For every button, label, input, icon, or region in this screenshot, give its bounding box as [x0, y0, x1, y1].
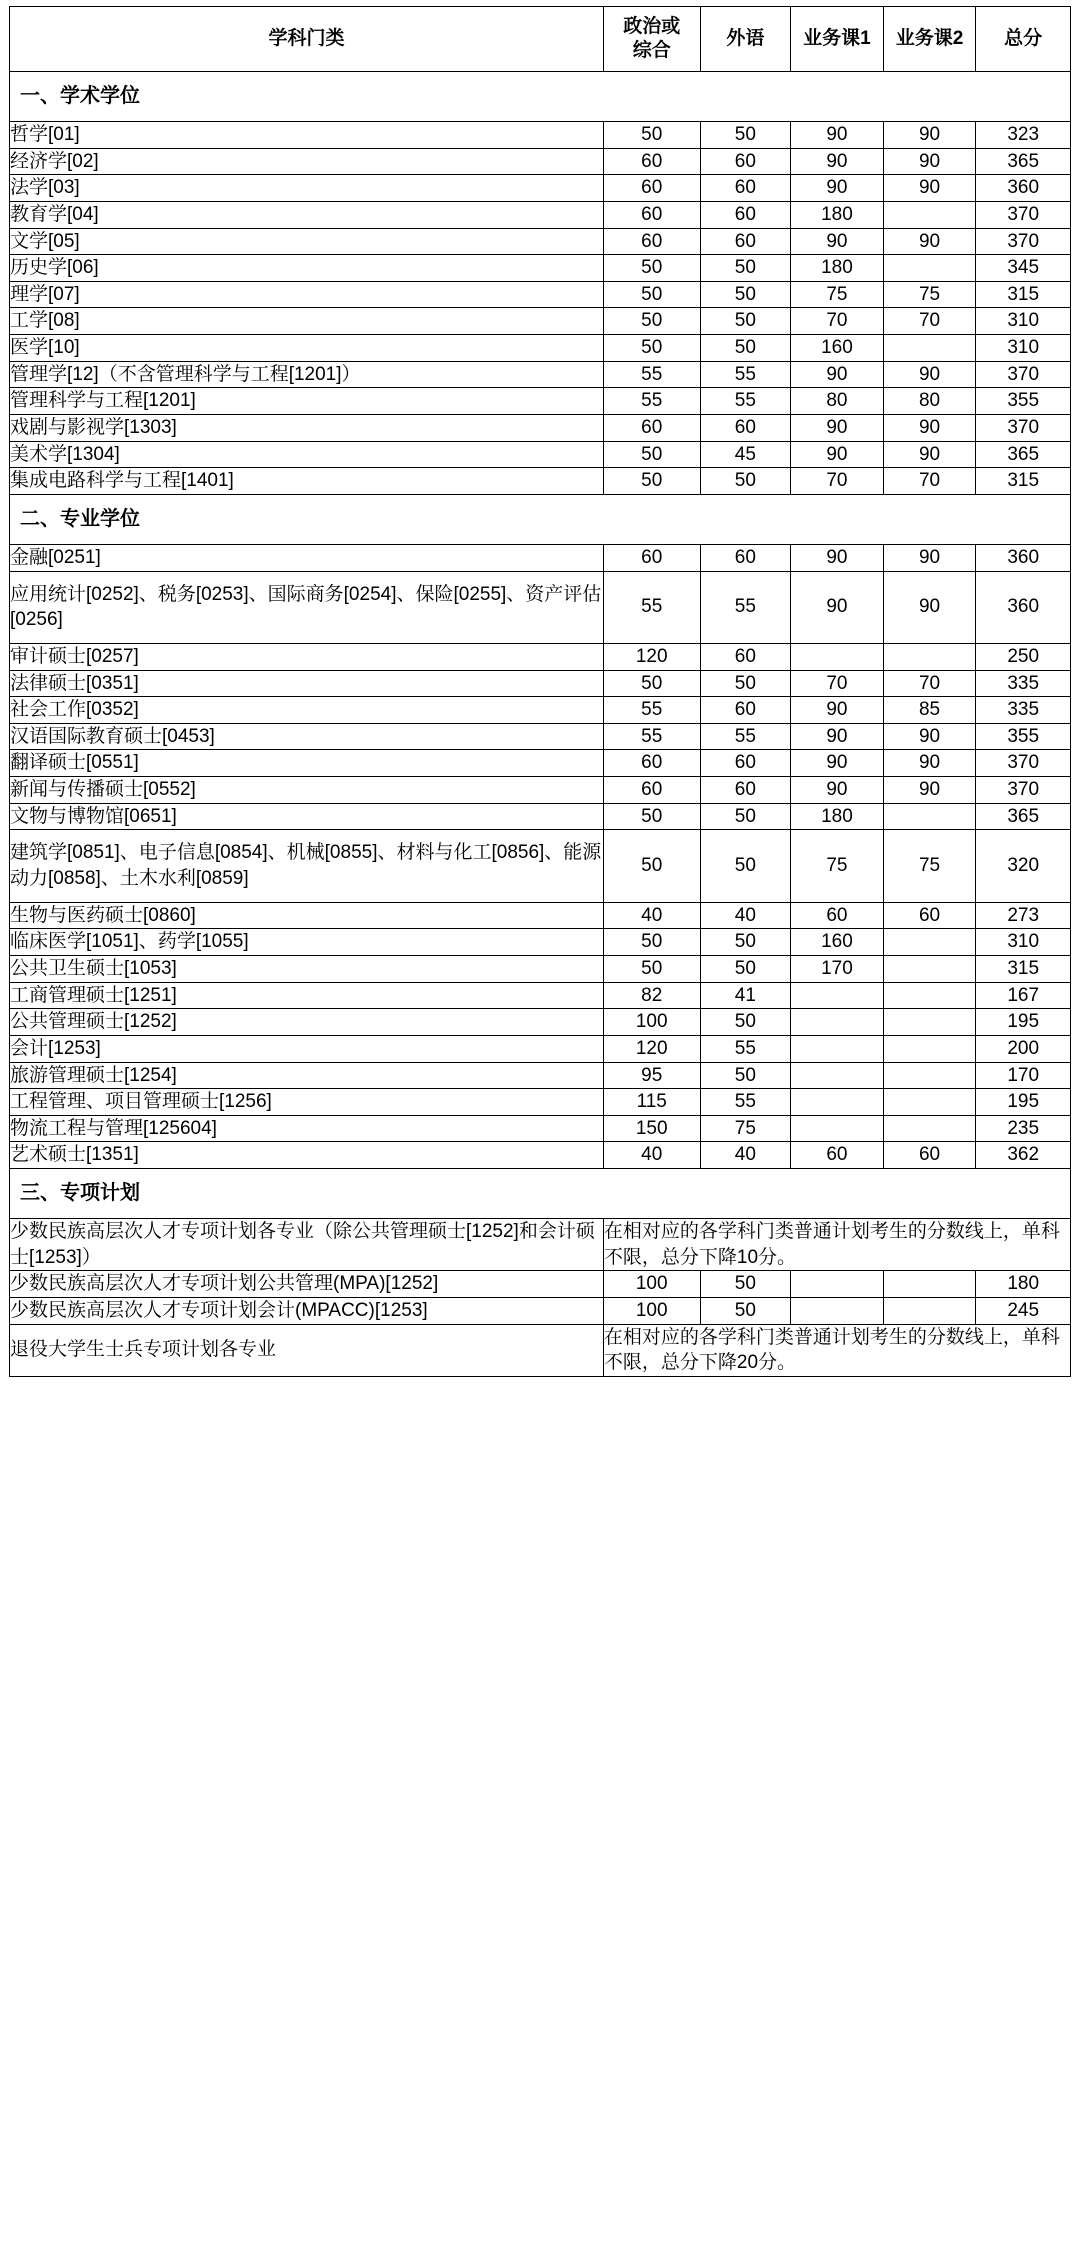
- row-business1: 70: [791, 670, 884, 697]
- table-row: [10, 308, 1071, 335]
- row-business2: 90: [883, 571, 976, 643]
- table-header-row: [10, 7, 1071, 72]
- row-politics: 60: [603, 148, 700, 175]
- row-foreign: 50: [700, 1009, 791, 1036]
- row-politics: 100: [603, 1009, 700, 1036]
- row-business2: [883, 955, 976, 982]
- table-row: [10, 697, 1071, 724]
- row-politics: 50: [603, 281, 700, 308]
- row-business1: 90: [791, 361, 884, 388]
- table-row: [10, 228, 1071, 255]
- row-subject: 艺术硕士[1351]: [10, 1142, 604, 1169]
- row-total: 315: [976, 468, 1071, 495]
- row-business2: [883, 1115, 976, 1142]
- row-business1: 170: [791, 955, 884, 982]
- table-row: [10, 723, 1071, 750]
- row-foreign: 50: [700, 929, 791, 956]
- row-business2: [883, 1062, 976, 1089]
- table-row: [10, 803, 1071, 830]
- table-row: [10, 1009, 1071, 1036]
- row-business2: [883, 643, 976, 670]
- row-business1: 90: [791, 122, 884, 149]
- row-subject: 金融[0251]: [10, 544, 604, 571]
- row-subject: 少数民族高层次人才专项计划会计(MPACC)[1253]: [10, 1297, 604, 1324]
- row-total: 195: [976, 1089, 1071, 1116]
- table-row: [10, 415, 1071, 442]
- table-row: [10, 982, 1071, 1009]
- row-foreign: 50: [700, 1271, 791, 1298]
- row-subject: 翻译硕士[0551]: [10, 750, 604, 777]
- row-business1: [791, 982, 884, 1009]
- table-row: [10, 1142, 1071, 1169]
- row-foreign: 60: [700, 777, 791, 804]
- row-total: 245: [976, 1297, 1071, 1324]
- row-total: 360: [976, 544, 1071, 571]
- row-total: 200: [976, 1035, 1071, 1062]
- row-politics: 60: [603, 544, 700, 571]
- row-politics: 60: [603, 750, 700, 777]
- row-business2: 90: [883, 750, 976, 777]
- row-subject: 旅游管理硕士[1254]: [10, 1062, 604, 1089]
- row-politics: 40: [603, 902, 700, 929]
- row-subject: 生物与医药硕士[0860]: [10, 902, 604, 929]
- row-foreign: 60: [700, 750, 791, 777]
- table-row: [10, 122, 1071, 149]
- row-business1: 180: [791, 201, 884, 228]
- row-total: 360: [976, 175, 1071, 202]
- row-foreign: 40: [700, 1142, 791, 1169]
- row-business1: [791, 1009, 884, 1036]
- row-total: 310: [976, 929, 1071, 956]
- table-row: [10, 468, 1071, 495]
- score-line-table: [9, 6, 1071, 1377]
- row-business2: 90: [883, 723, 976, 750]
- row-foreign: 50: [700, 468, 791, 495]
- row-total: 370: [976, 415, 1071, 442]
- row-foreign: 60: [700, 697, 791, 724]
- row-total: 195: [976, 1009, 1071, 1036]
- row-business2: [883, 1271, 976, 1298]
- table-row: [10, 830, 1071, 902]
- row-business1: 180: [791, 803, 884, 830]
- row-foreign: 50: [700, 335, 791, 362]
- row-business1: 90: [791, 415, 884, 442]
- table-row: [10, 1089, 1071, 1116]
- row-subject: 理学[07]: [10, 281, 604, 308]
- row-subject: 历史学[06]: [10, 255, 604, 282]
- row-foreign: 60: [700, 228, 791, 255]
- row-business1: 180: [791, 255, 884, 282]
- row-politics: 120: [603, 643, 700, 670]
- row-business1: 90: [791, 697, 884, 724]
- row-politics: 115: [603, 1089, 700, 1116]
- row-note: 在相对应的各学科门类普通计划考生的分数线上，单科不限，总分下降10分。: [603, 1219, 1070, 1271]
- section-title: 一、学术学位: [10, 72, 1071, 122]
- row-foreign: 50: [700, 122, 791, 149]
- row-business2: 90: [883, 777, 976, 804]
- header-politics: [603, 7, 700, 72]
- row-subject: 会计[1253]: [10, 1035, 604, 1062]
- row-foreign: 55: [700, 1035, 791, 1062]
- row-business1: 90: [791, 571, 884, 643]
- row-politics: 55: [603, 388, 700, 415]
- row-politics: 95: [603, 1062, 700, 1089]
- row-total: 335: [976, 670, 1071, 697]
- row-politics: 50: [603, 335, 700, 362]
- row-subject: 汉语国际教育硕士[0453]: [10, 723, 604, 750]
- row-subject: 新闻与传播硕士[0552]: [10, 777, 604, 804]
- row-total: 365: [976, 148, 1071, 175]
- row-total: 355: [976, 723, 1071, 750]
- row-subject: 文学[05]: [10, 228, 604, 255]
- row-subject: 少数民族高层次人才专项计划公共管理(MPA)[1252]: [10, 1271, 604, 1298]
- row-politics: 50: [603, 122, 700, 149]
- row-business1: 90: [791, 723, 884, 750]
- row-business2: 90: [883, 415, 976, 442]
- row-subject: 教育学[04]: [10, 201, 604, 228]
- row-business2: [883, 1035, 976, 1062]
- row-subject: 审计硕士[0257]: [10, 643, 604, 670]
- row-business1: 90: [791, 148, 884, 175]
- row-business2: 70: [883, 308, 976, 335]
- row-subject: 哲学[01]: [10, 122, 604, 149]
- row-total: 370: [976, 777, 1071, 804]
- row-foreign: 50: [700, 281, 791, 308]
- row-politics: 60: [603, 175, 700, 202]
- row-foreign: 50: [700, 803, 791, 830]
- row-foreign: 55: [700, 723, 791, 750]
- table-row: [10, 643, 1071, 670]
- row-business1: 90: [791, 228, 884, 255]
- row-politics: 55: [603, 697, 700, 724]
- row-total: 310: [976, 335, 1071, 362]
- row-subject: 应用统计[0252]、税务[0253]、国际商务[0254]、保险[0255]、资产评估[0256]: [10, 571, 604, 643]
- row-business2: 75: [883, 830, 976, 902]
- row-foreign: 75: [700, 1115, 791, 1142]
- row-total: 370: [976, 228, 1071, 255]
- row-total: 250: [976, 643, 1071, 670]
- row-business2: 90: [883, 122, 976, 149]
- table-row: [10, 201, 1071, 228]
- row-subject: 文物与博物馆[0651]: [10, 803, 604, 830]
- row-politics: 120: [603, 1035, 700, 1062]
- row-business1: 90: [791, 544, 884, 571]
- table-row: [10, 1115, 1071, 1142]
- row-politics: 50: [603, 670, 700, 697]
- row-politics: 50: [603, 308, 700, 335]
- row-business1: [791, 1035, 884, 1062]
- row-subject: 管理科学与工程[1201]: [10, 388, 604, 415]
- row-total: 320: [976, 830, 1071, 902]
- row-foreign: 41: [700, 982, 791, 1009]
- row-total: 310: [976, 308, 1071, 335]
- table-row: [10, 175, 1071, 202]
- row-politics: 50: [603, 255, 700, 282]
- row-subject: 少数民族高层次人才专项计划各专业（除公共管理硕士[1252]和会计硕士[1253]）: [10, 1219, 604, 1271]
- table-row: [10, 750, 1071, 777]
- row-business2: 90: [883, 175, 976, 202]
- row-business2: 90: [883, 228, 976, 255]
- row-business2: 85: [883, 697, 976, 724]
- row-foreign: 60: [700, 544, 791, 571]
- row-foreign: 60: [700, 148, 791, 175]
- table-row: [10, 1297, 1071, 1324]
- row-subject: 物流工程与管理[125604]: [10, 1115, 604, 1142]
- row-foreign: 55: [700, 571, 791, 643]
- row-foreign: 55: [700, 361, 791, 388]
- section-header-row: [10, 1169, 1071, 1219]
- row-foreign: 50: [700, 1297, 791, 1324]
- header-subject: 学科门类: [10, 7, 604, 72]
- row-business2: 60: [883, 902, 976, 929]
- table-row: [10, 955, 1071, 982]
- row-total: 170: [976, 1062, 1071, 1089]
- table-row: [10, 441, 1071, 468]
- row-foreign: 55: [700, 1089, 791, 1116]
- row-business1: [791, 1271, 884, 1298]
- row-business1: [791, 1089, 884, 1116]
- row-business1: 70: [791, 468, 884, 495]
- row-subject: 管理学[12]（不含管理科学与工程[1201]）: [10, 361, 604, 388]
- row-subject: 社会工作[0352]: [10, 697, 604, 724]
- row-total: 167: [976, 982, 1071, 1009]
- row-total: 365: [976, 803, 1071, 830]
- row-business2: 60: [883, 1142, 976, 1169]
- row-business1: 60: [791, 902, 884, 929]
- row-business2: 80: [883, 388, 976, 415]
- row-foreign: 45: [700, 441, 791, 468]
- row-business2: [883, 255, 976, 282]
- row-politics: 50: [603, 830, 700, 902]
- row-total: 323: [976, 122, 1071, 149]
- row-total: 370: [976, 361, 1071, 388]
- row-business1: 60: [791, 1142, 884, 1169]
- row-total: 273: [976, 902, 1071, 929]
- row-foreign: 55: [700, 388, 791, 415]
- table-row: [10, 361, 1071, 388]
- row-politics: 55: [603, 571, 700, 643]
- row-subject: 医学[10]: [10, 335, 604, 362]
- row-politics: 50: [603, 441, 700, 468]
- row-business1: [791, 1062, 884, 1089]
- row-subject: 法律硕士[0351]: [10, 670, 604, 697]
- row-total: 315: [976, 281, 1071, 308]
- row-politics: 60: [603, 415, 700, 442]
- table-row: [10, 1271, 1071, 1298]
- row-total: 315: [976, 955, 1071, 982]
- row-subject: 戏剧与影视学[1303]: [10, 415, 604, 442]
- row-business1: 90: [791, 441, 884, 468]
- row-subject: 公共管理硕士[1252]: [10, 1009, 604, 1036]
- row-business1: 90: [791, 175, 884, 202]
- row-politics: 100: [603, 1271, 700, 1298]
- table-row: [10, 1219, 1071, 1271]
- row-politics: 50: [603, 955, 700, 982]
- row-business1: [791, 1115, 884, 1142]
- row-foreign: 50: [700, 308, 791, 335]
- row-politics: 50: [603, 468, 700, 495]
- table-row: [10, 571, 1071, 643]
- row-total: 335: [976, 697, 1071, 724]
- row-subject: 法学[03]: [10, 175, 604, 202]
- section-title: 二、专业学位: [10, 494, 1071, 544]
- row-subject: 经济学[02]: [10, 148, 604, 175]
- table-row: [10, 388, 1071, 415]
- row-foreign: 50: [700, 830, 791, 902]
- row-business1: [791, 1297, 884, 1324]
- section-header-row: [10, 72, 1071, 122]
- row-subject: 工学[08]: [10, 308, 604, 335]
- header-politics-line1: 政治或: [623, 16, 681, 38]
- row-business2: [883, 803, 976, 830]
- table-row: [10, 902, 1071, 929]
- table-row: [10, 1324, 1071, 1376]
- row-business2: 90: [883, 361, 976, 388]
- row-business2: 70: [883, 670, 976, 697]
- row-politics: 55: [603, 723, 700, 750]
- table-row: [10, 255, 1071, 282]
- row-politics: 150: [603, 1115, 700, 1142]
- row-business2: 90: [883, 544, 976, 571]
- row-business2: [883, 982, 976, 1009]
- row-business1: 90: [791, 750, 884, 777]
- row-business1: 70: [791, 308, 884, 335]
- row-business1: 80: [791, 388, 884, 415]
- row-total: 365: [976, 441, 1071, 468]
- row-subject: 集成电路科学与工程[1401]: [10, 468, 604, 495]
- header-foreign: 外语: [700, 7, 791, 72]
- row-business1: 160: [791, 929, 884, 956]
- row-business2: 90: [883, 441, 976, 468]
- table-row: [10, 929, 1071, 956]
- table-row: [10, 544, 1071, 571]
- row-business2: [883, 201, 976, 228]
- row-subject: 建筑学[0851]、电子信息[0854]、机械[0855]、材料与化工[0856]、能源动力[0858]、土木水利[0859]: [10, 830, 604, 902]
- header-business1: 业务课1: [791, 7, 884, 72]
- table-row: [10, 335, 1071, 362]
- row-politics: 40: [603, 1142, 700, 1169]
- row-business1: 75: [791, 281, 884, 308]
- row-note: 在相对应的各学科门类普通计划考生的分数线上，单科不限，总分下降20分。: [603, 1324, 1070, 1376]
- row-foreign: 50: [700, 670, 791, 697]
- row-total: 370: [976, 750, 1071, 777]
- table-row: [10, 777, 1071, 804]
- row-politics: 55: [603, 361, 700, 388]
- table-row: [10, 148, 1071, 175]
- row-business2: [883, 1009, 976, 1036]
- row-subject: 退役大学生士兵专项计划各专业: [10, 1324, 604, 1376]
- row-politics: 60: [603, 228, 700, 255]
- row-subject: 公共卫生硕士[1053]: [10, 955, 604, 982]
- table-row: [10, 281, 1071, 308]
- row-total: 360: [976, 571, 1071, 643]
- row-politics: 50: [603, 803, 700, 830]
- row-business1: 75: [791, 830, 884, 902]
- row-business2: 75: [883, 281, 976, 308]
- row-politics: 100: [603, 1297, 700, 1324]
- row-foreign: 50: [700, 1062, 791, 1089]
- row-foreign: 60: [700, 201, 791, 228]
- table-row: [10, 1035, 1071, 1062]
- row-subject: 工程管理、项目管理硕士[1256]: [10, 1089, 604, 1116]
- row-politics: 60: [603, 201, 700, 228]
- row-total: 355: [976, 388, 1071, 415]
- row-business1: [791, 643, 884, 670]
- row-foreign: 50: [700, 255, 791, 282]
- row-business2: [883, 335, 976, 362]
- row-subject: 工商管理硕士[1251]: [10, 982, 604, 1009]
- header-total: 总分: [976, 7, 1071, 72]
- row-business1: 160: [791, 335, 884, 362]
- header-politics-line2: 综合: [632, 40, 671, 61]
- row-foreign: 60: [700, 643, 791, 670]
- row-total: 370: [976, 201, 1071, 228]
- section-title: 三、专项计划: [10, 1169, 1071, 1219]
- row-business2: 90: [883, 148, 976, 175]
- row-total: 235: [976, 1115, 1071, 1142]
- row-business2: [883, 929, 976, 956]
- row-foreign: 40: [700, 902, 791, 929]
- row-subject: 美术学[1304]: [10, 441, 604, 468]
- row-politics: 82: [603, 982, 700, 1009]
- row-business2: [883, 1089, 976, 1116]
- table-row: [10, 670, 1071, 697]
- row-foreign: 60: [700, 415, 791, 442]
- section-header-row: [10, 494, 1071, 544]
- row-business2: [883, 1297, 976, 1324]
- row-business1: 90: [791, 777, 884, 804]
- row-business2: 70: [883, 468, 976, 495]
- table-row: [10, 1062, 1071, 1089]
- row-politics: 50: [603, 929, 700, 956]
- row-politics: 60: [603, 777, 700, 804]
- row-foreign: 60: [700, 175, 791, 202]
- header-business2: 业务课2: [883, 7, 976, 72]
- row-subject: 临床医学[1051]、药学[1055]: [10, 929, 604, 956]
- row-total: 345: [976, 255, 1071, 282]
- row-total: 362: [976, 1142, 1071, 1169]
- row-total: 180: [976, 1271, 1071, 1298]
- row-foreign: 50: [700, 955, 791, 982]
